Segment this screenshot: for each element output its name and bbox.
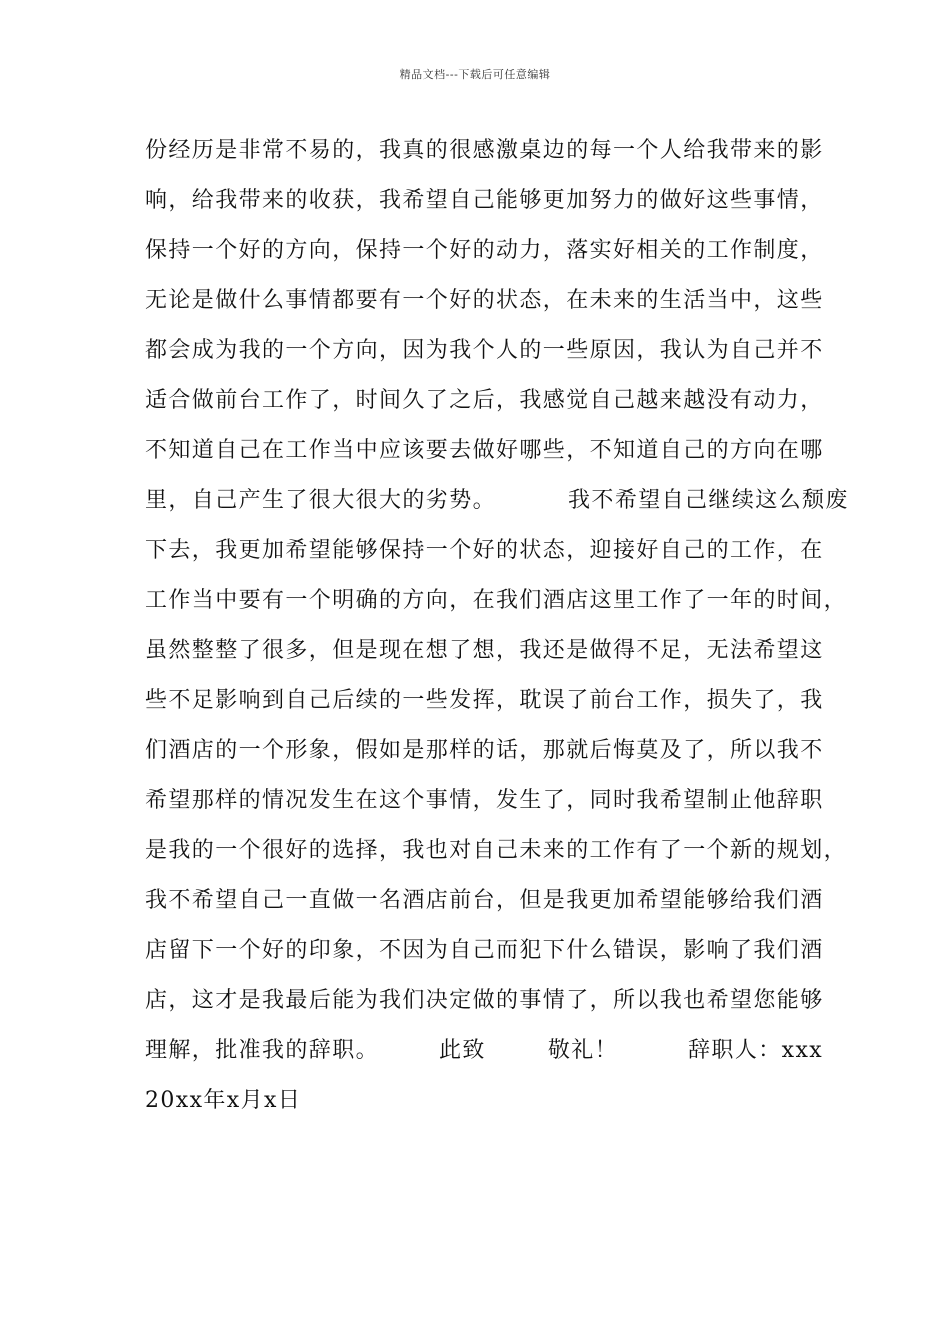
regards: 敬礼！ <box>547 1038 619 1063</box>
paragraph-line: 是我的一个很好的选择，我也对自己未来的工作有了一个新的规划， <box>145 838 848 863</box>
signature: 辞职人：xxx <box>688 1038 824 1063</box>
closing-line <box>145 1031 825 1081</box>
paragraph-line: 份经历是非常不易的，我真的很感激桌边的每一个人给我带来的影 <box>145 138 824 163</box>
paragraph-text: 里，自己产生了很大很大的劣势。 <box>145 488 497 513</box>
salutation: 此致 <box>439 1038 486 1063</box>
paragraph-line: 店留下一个好的印象，不因为自己而犯下什么错误，影响了我们酒 <box>145 938 824 963</box>
paragraph-line: 我不希望自己一直做一名酒店前台，但是我更加希望能够给我们酒 <box>145 888 824 913</box>
letter-body <box>145 131 849 1131</box>
paragraph-line: 些不足影响到自己后续的一些发挥，耽误了前台工作，损失了，我 <box>145 688 824 713</box>
paragraph-line: 店，这才是我最后能为我们决定做的事情了，所以我也希望您能够 <box>145 988 824 1013</box>
paragraph-line: 响，给我带来的收获，我希望自己能够更加努力的做好这些事情， <box>145 188 824 213</box>
closing-text: 理解，批准我的辞职。 <box>145 1038 380 1063</box>
paragraph-line: 不知道自己在工作当中应该要去做好哪些，不知道自己的方向在哪 <box>145 438 824 463</box>
paragraph-line: 无论是做什么事情都要有一个好的状态，在未来的生活当中，这些 <box>145 288 824 313</box>
page-header: 精品文档---下载后可任意编辑 <box>399 68 551 81</box>
paragraph-line: 们酒店的一个形象，假如是那样的话，那就后悔莫及了，所以我不 <box>145 738 824 763</box>
paragraph-line: 工作当中要有一个明确的方向，在我们酒店这里工作了一年的时间， <box>145 588 848 613</box>
paragraph-line: 虽然整整了很多，但是现在想了想，我还是做得不足，无法希望这 <box>145 638 824 663</box>
paragraph-line <box>145 481 849 531</box>
paragraph-line: 都会成为我的一个方向，因为我个人的一些原因，我认为自己并不 <box>145 338 824 363</box>
date-line: 20xx年x月x日 <box>145 1088 302 1113</box>
paragraph-line: 下去，我更加希望能够保持一个好的状态，迎接好自己的工作，在 <box>145 538 824 563</box>
paragraph-line: 保持一个好的方向，保持一个好的动力，落实好相关的工作制度， <box>145 238 824 263</box>
paragraph-text: 我不希望自己继续这么颓废 <box>568 488 849 513</box>
paragraph-line: 希望那样的情况发生在这个事情，发生了，同时我希望制止他辞职 <box>145 788 824 813</box>
paragraph-line: 适合做前台工作了，时间久了之后，我感觉自己越来越没有动力， <box>145 388 824 413</box>
